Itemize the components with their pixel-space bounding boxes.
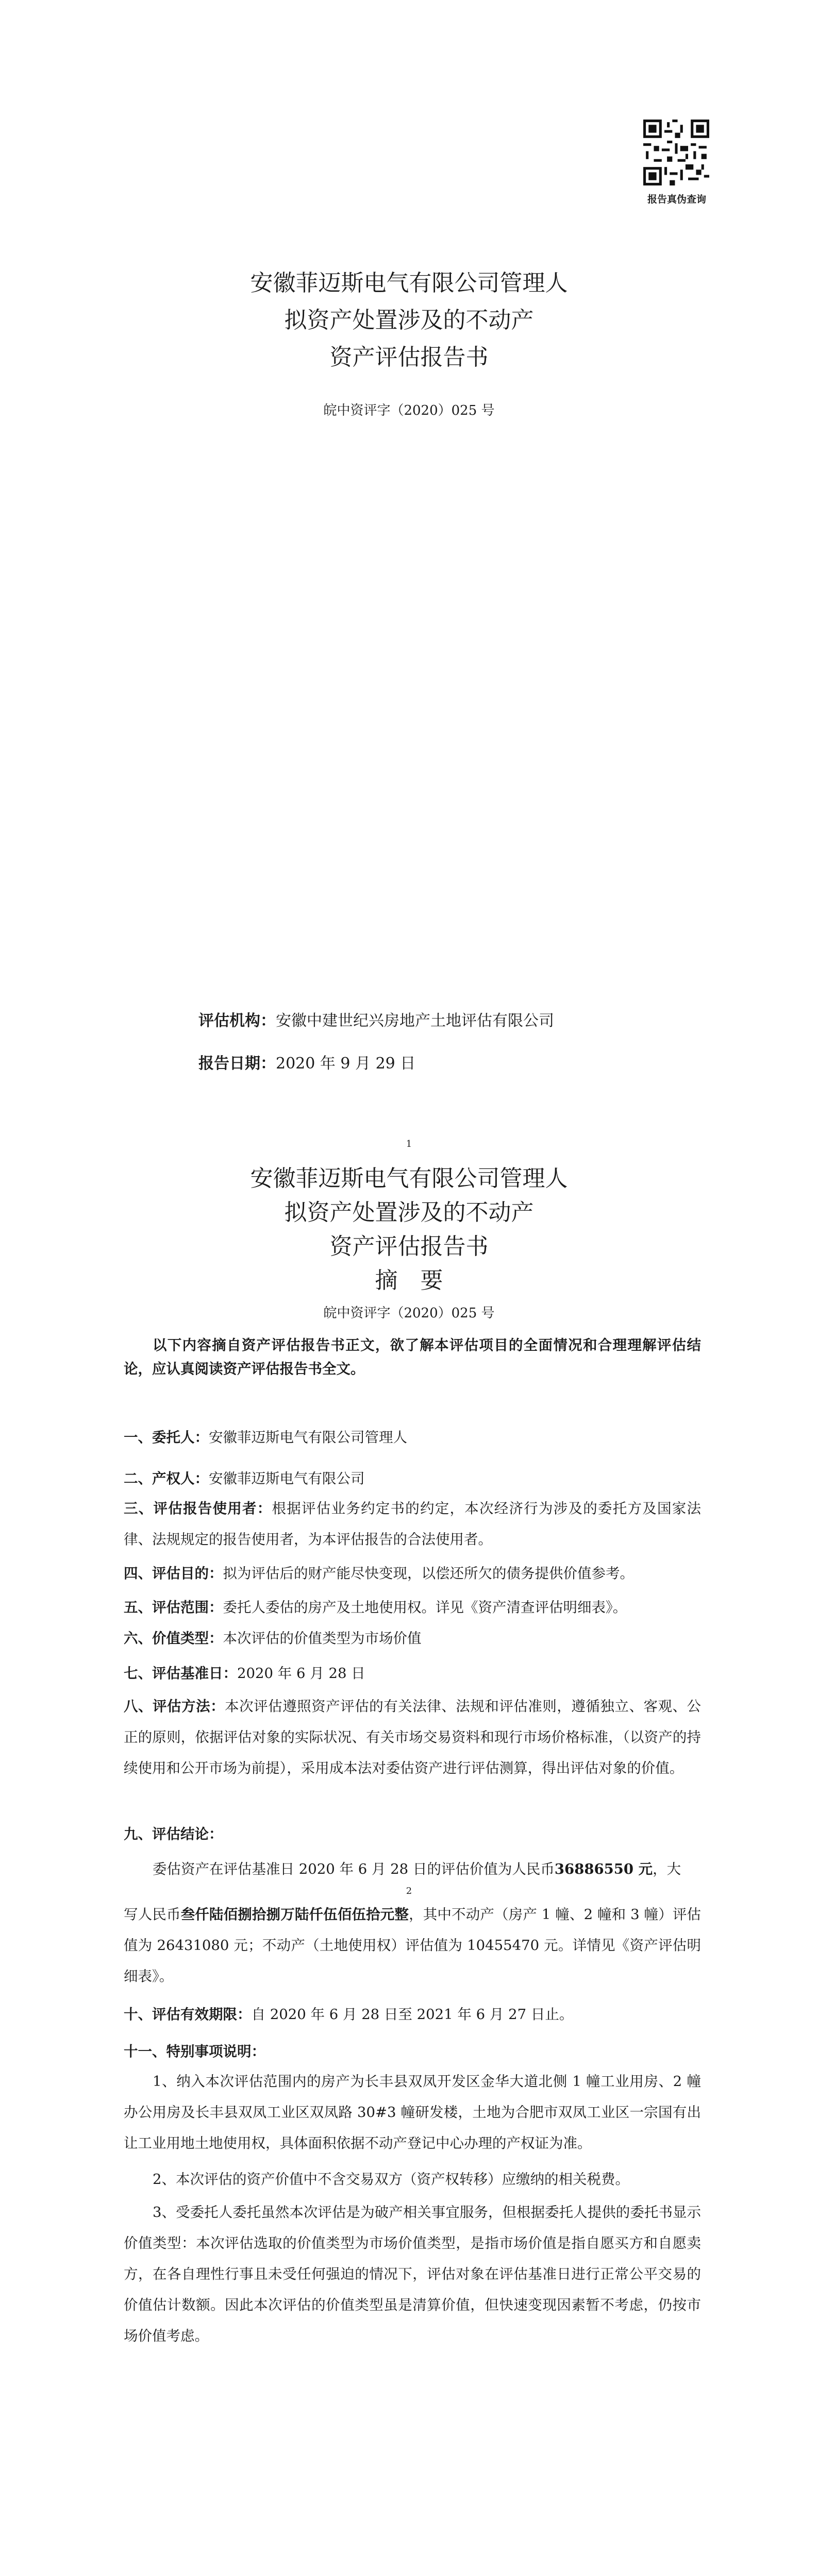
qr-code-image	[643, 120, 709, 185]
cover-title-line-3: 资产评估报告书	[329, 344, 489, 370]
appraised-value-chinese: 叁仟陆佰捌拾捌万陆仟伍佰伍拾元整	[180, 1906, 409, 1923]
special-note-2: 2、本次评估的资产价值中不含交易双方（资产权转移）应缴纳的相关税费。	[153, 2171, 629, 2188]
section-value-type: 六、价值类型：本次评估的价值类型为市场价值	[124, 1630, 422, 1647]
qr-caption: 报告真伪查询	[647, 194, 706, 205]
report-date: 2020 年 9 月 29 日	[276, 1055, 416, 1073]
cover-agency-line	[198, 1011, 554, 1031]
page-number-2: 2	[406, 1886, 412, 1896]
agency-label: 评估机构：	[198, 1012, 276, 1030]
special-note-1: 1、纳入本次评估范围内的房产为长丰县双凤开发区金华大道北侧 1 幢工业用房、2 幢办公用房及长丰县双凤工业区双凤路 30#3 幢研发楼，土地为合肥市双凤工业区一宗国有出让工业用地土地使用权，具体面积依据不动产登记中心办理的产权证为准。	[124, 2073, 701, 2151]
section-report-users: 三、评估报告使用者：根据评估业务约定书的约定，本次经济行为涉及的委托方及国家法律、法规规定的报告使用者，为本评估报告的合法使用者。	[124, 1500, 701, 1548]
section-conclusion-label: 九、评估结论：	[124, 1826, 223, 1842]
summary-title-line-1: 安徽菲迈斯电气有限公司管理人	[250, 1165, 568, 1192]
summary-notice: 以下内容摘自资产评估报告书正文，欲了解本评估项目的全面情况和合理理解评估结论，应认真阅读资产评估报告书全文。	[124, 1337, 701, 1377]
agency-name: 安徽中建世纪兴房地产土地评估有限公司	[276, 1012, 554, 1030]
section-base-date: 七、评估基准日：2020 年 6 月 28 日	[124, 1665, 365, 1682]
summary-title-line-3: 资产评估报告书	[329, 1233, 489, 1260]
special-note-3: 3、受委托人委托虽然本次评估是为破产相关事宜服务，但根据委托人提供的委托书显示价值类型：本次评估选取的价值类型为市场价值类型，是指市场价值是指自愿买方和自愿卖方，在各自理性行事且未受任何强迫的情况下，评估对象在评估基准日进行正常公平交易的价值估计数额。因此本次评估的价值类型虽是清算价值，但快速变现因素暂不考虑，仍按市场价值考虑。	[124, 2204, 701, 2344]
appraised-value: 36886550 元	[554, 1861, 653, 1877]
section-client: 一、委托人：安徽菲迈斯电气有限公司管理人	[124, 1429, 407, 1446]
cover-title-line-2: 拟资产处置涉及的不动产	[284, 307, 534, 333]
page-number-1: 1	[406, 1139, 412, 1149]
summary-report-number: 皖中资评字（2020）025 号	[323, 1306, 495, 1321]
cover-date-line	[198, 1054, 415, 1074]
section-validity: 十、评估有效期限：自 2020 年 6 月 28 日至 2021 年 6 月 27 日止。	[124, 2006, 574, 2023]
section-special-notes-label: 十一、特别事项说明：	[124, 2043, 265, 2060]
section-purpose: 四、评估目的：拟为评估后的财产能尽快变现，以偿还所欠的债务提供价值参考。	[124, 1565, 634, 1582]
section-owner: 二、产权人：安徽菲迈斯电气有限公司	[124, 1470, 365, 1487]
cover-report-number: 皖中资评字（2020）025 号	[323, 403, 495, 418]
summary-heading: 摘 要	[375, 1267, 443, 1294]
cover-title-line-1: 安徽菲迈斯电气有限公司管理人	[250, 270, 568, 296]
date-label: 报告日期：	[198, 1055, 276, 1073]
section-conclusion-body: 写人民币叁仟陆佰捌拾捌万陆仟伍佰伍拾元整，其中不动产（房产 1 幢、2 幢和 3 幢）评估值为 26431080 元；不动产（土地使用权）评估值为 10455470 元。详情见《资产评估明细表》。	[124, 1906, 702, 1985]
section-conclusion-line-1: 委估资产在评估基准日 2020 年 6 月 28 日的评估价值为人民币36886550 元，大	[153, 1861, 681, 1877]
section-method: 八、评估方法：本次评估遵照资产评估的有关法律、法规和评估准则，遵循独立、客观、公正的原则，依据评估对象的实际状况、有关市场交易资料和现行市场价格标准，（以资产的持续使用和公开市场为前提），采用成本法对委估资产进行评估测算，得出评估对象的价值。	[124, 1698, 702, 1776]
section-scope: 五、评估范围：委托人委估的房产及土地使用权。详见《资产清查评估明细表》。	[124, 1599, 627, 1616]
summary-title-line-2: 拟资产处置涉及的不动产	[284, 1199, 534, 1226]
